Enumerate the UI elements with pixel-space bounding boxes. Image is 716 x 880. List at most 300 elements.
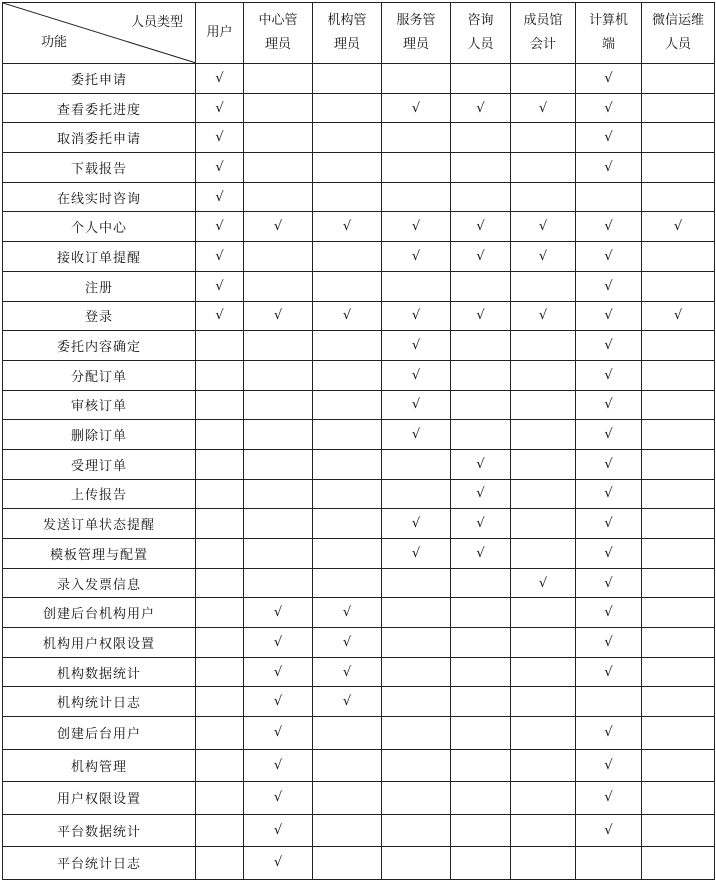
permission-cell-wechat-ops	[642, 814, 715, 847]
table-row	[3, 509, 715, 539]
header-row	[3, 3, 715, 64]
permission-cell-service-admin	[382, 301, 451, 331]
function-name-cell: 机构数据统计	[3, 657, 196, 687]
permission-cell-wechat-ops	[642, 360, 715, 390]
column-header-line: 用户	[206, 25, 233, 40]
check-mark-icon: √	[604, 822, 613, 838]
permission-cell-accountant	[511, 449, 576, 479]
permission-cell-accountant	[511, 782, 576, 815]
permission-cell-wechat-ops	[642, 717, 715, 750]
permission-cell-service-admin	[382, 360, 451, 390]
permission-cell-consultant	[451, 123, 511, 153]
table-row	[3, 568, 715, 598]
permission-cell-wechat-ops	[642, 390, 715, 420]
permission-cell-pc-client	[576, 568, 642, 598]
check-mark-icon: √	[273, 308, 283, 324]
permission-cell-accountant	[511, 814, 576, 847]
permission-cell-service-admin	[382, 539, 451, 569]
permission-cell-org-admin	[313, 449, 382, 479]
permission-cell-user	[196, 717, 244, 750]
permission-cell-service-admin	[382, 782, 451, 815]
permission-cell-pc-client	[576, 687, 642, 717]
permission-cell-service-admin	[382, 568, 451, 598]
check-mark-icon: √	[411, 219, 421, 235]
permission-cell-wechat-ops	[642, 420, 715, 450]
check-mark-icon: √	[476, 486, 485, 502]
permission-cell-pc-client	[576, 271, 642, 301]
check-mark-icon: √	[342, 664, 352, 680]
permission-cell-org-admin	[313, 847, 382, 880]
permission-cell-consultant	[451, 717, 511, 750]
permission-cell-consultant	[451, 242, 511, 272]
permission-cell-consultant	[451, 687, 511, 717]
check-mark-icon: √	[604, 159, 613, 175]
permission-cell-org-admin	[313, 420, 382, 450]
permission-cell-center-admin	[244, 182, 313, 212]
permission-cell-center-admin	[244, 271, 313, 301]
permission-cell-center-admin	[244, 598, 313, 628]
check-mark-icon: √	[215, 130, 224, 146]
check-mark-icon: √	[273, 634, 283, 650]
permission-cell-consultant	[451, 182, 511, 212]
permission-cell-user	[196, 360, 244, 390]
check-mark-icon: √	[476, 308, 485, 324]
check-mark-icon: √	[604, 338, 613, 354]
permission-cell-center-admin	[244, 628, 313, 658]
permission-cell-wechat-ops	[642, 123, 715, 153]
function-name-cell: 录入发票信息	[3, 568, 196, 598]
permission-cell-user	[196, 390, 244, 420]
permission-cell-center-admin	[244, 847, 313, 880]
permission-cell-service-admin	[382, 717, 451, 750]
column-header-line: 人员	[664, 37, 691, 52]
table-row	[3, 449, 715, 479]
column-header-line: 成员馆	[523, 13, 563, 28]
permission-cell-service-admin	[382, 598, 451, 628]
permission-cell-user	[196, 449, 244, 479]
permission-cell-consultant	[451, 64, 511, 94]
function-name-cell: 注册	[3, 271, 196, 301]
table-row	[3, 153, 715, 183]
check-mark-icon: √	[215, 70, 224, 86]
check-mark-icon: √	[273, 219, 283, 235]
permission-cell-center-admin	[244, 64, 313, 94]
permission-cell-org-admin	[313, 687, 382, 717]
permission-cell-consultant	[451, 331, 511, 361]
permission-cell-service-admin	[382, 814, 451, 847]
permission-cell-service-admin	[382, 123, 451, 153]
permission-cell-pc-client	[576, 123, 642, 153]
permission-cell-accountant	[511, 390, 576, 420]
permission-cell-wechat-ops	[642, 657, 715, 687]
permission-cell-consultant	[451, 782, 511, 815]
permission-cell-consultant	[451, 420, 511, 450]
permission-cell-org-admin	[313, 628, 382, 658]
permission-cell-pc-client	[576, 93, 642, 123]
permission-cell-accountant	[511, 123, 576, 153]
permission-cell-center-admin	[244, 242, 313, 272]
permission-cell-service-admin	[382, 420, 451, 450]
table-row	[3, 814, 715, 847]
permission-cell-user	[196, 271, 244, 301]
permission-cell-user	[196, 568, 244, 598]
check-mark-icon: √	[342, 219, 352, 235]
column-header-center-admin	[244, 3, 313, 64]
function-name-cell: 登录	[3, 301, 196, 331]
table-row	[3, 123, 715, 153]
corner-cell	[3, 3, 196, 64]
column-header-service-admin	[382, 3, 451, 64]
permission-table	[2, 2, 715, 880]
function-name-cell: 取消委托申请	[3, 123, 196, 153]
check-mark-icon: √	[273, 822, 283, 838]
check-mark-icon: √	[604, 70, 613, 86]
permission-cell-accountant	[511, 628, 576, 658]
permission-cell-pc-client	[576, 598, 642, 628]
check-mark-icon: √	[604, 248, 613, 264]
check-mark-icon: √	[273, 664, 283, 680]
permission-cell-center-admin	[244, 360, 313, 390]
permission-cell-org-admin	[313, 598, 382, 628]
permission-cell-pc-client	[576, 331, 642, 361]
permission-cell-consultant	[451, 568, 511, 598]
permission-cell-user	[196, 123, 244, 153]
check-mark-icon: √	[342, 694, 352, 710]
permission-cell-wechat-ops	[642, 568, 715, 598]
column-header-line: 机构管	[327, 13, 367, 28]
permission-cell-accountant	[511, 212, 576, 242]
column-header-line: 人员	[467, 37, 494, 52]
check-mark-icon: √	[215, 248, 224, 264]
check-mark-icon: √	[604, 219, 613, 235]
permission-cell-accountant	[511, 568, 576, 598]
table-row	[3, 64, 715, 94]
function-name-cell: 下载报告	[3, 153, 196, 183]
permission-cell-wechat-ops	[642, 687, 715, 717]
permission-cell-service-admin	[382, 509, 451, 539]
permission-cell-pc-client	[576, 153, 642, 183]
corner-label-role-type: 人员类型	[130, 15, 183, 30]
corner-label-function: 功能	[41, 35, 68, 50]
column-header-pc-client	[576, 3, 642, 64]
permission-cell-consultant	[451, 598, 511, 628]
table-row	[3, 539, 715, 569]
permission-cell-org-admin	[313, 479, 382, 509]
permission-cell-wechat-ops	[642, 782, 715, 815]
permission-cell-center-admin	[244, 123, 313, 153]
permission-cell-accountant	[511, 360, 576, 390]
permission-cell-consultant	[451, 390, 511, 420]
permission-cell-service-admin	[382, 628, 451, 658]
table-row	[3, 749, 715, 782]
permission-cell-center-admin	[244, 539, 313, 569]
check-mark-icon: √	[342, 308, 352, 324]
permission-cell-wechat-ops	[642, 479, 715, 509]
table-row	[3, 420, 715, 450]
permission-cell-accountant	[511, 598, 576, 628]
check-mark-icon: √	[604, 664, 613, 680]
permission-cell-user	[196, 687, 244, 717]
permission-cell-accountant	[511, 182, 576, 212]
permission-cell-accountant	[511, 242, 576, 272]
function-name-cell: 平台统计日志	[3, 847, 196, 880]
permission-cell-wechat-ops	[642, 449, 715, 479]
check-mark-icon: √	[604, 605, 613, 621]
check-mark-icon: √	[273, 757, 283, 773]
permission-cell-org-admin	[313, 657, 382, 687]
function-name-cell: 机构管理	[3, 749, 196, 782]
check-mark-icon: √	[411, 545, 421, 561]
check-mark-icon: √	[538, 575, 548, 591]
permission-cell-org-admin	[313, 271, 382, 301]
check-mark-icon: √	[604, 100, 613, 116]
permission-cell-accountant	[511, 301, 576, 331]
permission-cell-service-admin	[382, 271, 451, 301]
table-row	[3, 331, 715, 361]
check-mark-icon: √	[538, 219, 548, 235]
permission-cell-wechat-ops	[642, 539, 715, 569]
permission-cell-wechat-ops	[642, 749, 715, 782]
function-name-cell: 受理订单	[3, 449, 196, 479]
permission-cell-org-admin	[313, 331, 382, 361]
check-mark-icon: √	[411, 100, 421, 116]
permission-cell-pc-client	[576, 449, 642, 479]
permission-cell-consultant	[451, 153, 511, 183]
permission-cell-pc-client	[576, 390, 642, 420]
check-mark-icon: √	[604, 545, 613, 561]
table-row	[3, 182, 715, 212]
table-row	[3, 479, 715, 509]
permission-cell-consultant	[451, 847, 511, 880]
check-mark-icon: √	[604, 367, 613, 383]
permission-cell-accountant	[511, 687, 576, 717]
permission-cell-user	[196, 814, 244, 847]
check-mark-icon: √	[604, 278, 613, 294]
permission-cell-service-admin	[382, 242, 451, 272]
column-header-line: 咨询	[467, 13, 494, 28]
permission-cell-center-admin	[244, 420, 313, 450]
check-mark-icon: √	[604, 725, 613, 741]
check-mark-icon: √	[273, 790, 283, 806]
table-row	[3, 93, 715, 123]
check-mark-icon: √	[411, 338, 421, 354]
check-mark-icon: √	[673, 219, 683, 235]
table-row	[3, 847, 715, 880]
column-header-user	[196, 3, 244, 64]
check-mark-icon: √	[476, 516, 485, 532]
permission-cell-center-admin	[244, 814, 313, 847]
function-name-cell: 创建后台机构用户	[3, 598, 196, 628]
function-name-cell: 发送订单状态提醒	[3, 509, 196, 539]
table-row	[3, 271, 715, 301]
column-header-line: 服务管	[396, 13, 436, 28]
permission-cell-accountant	[511, 153, 576, 183]
check-mark-icon: √	[342, 605, 352, 621]
permission-cell-wechat-ops	[642, 182, 715, 212]
permission-cell-consultant	[451, 657, 511, 687]
permission-cell-center-admin	[244, 449, 313, 479]
table-row	[3, 628, 715, 658]
permission-cell-consultant	[451, 539, 511, 569]
permission-cell-service-admin	[382, 449, 451, 479]
check-mark-icon: √	[411, 427, 421, 443]
permission-cell-org-admin	[313, 64, 382, 94]
permission-cell-consultant	[451, 301, 511, 331]
permission-cell-consultant	[451, 628, 511, 658]
permission-cell-service-admin	[382, 847, 451, 880]
permission-cell-pc-client	[576, 479, 642, 509]
permission-cell-accountant	[511, 331, 576, 361]
check-mark-icon: √	[215, 308, 224, 324]
permission-cell-service-admin	[382, 64, 451, 94]
permission-cell-pc-client	[576, 182, 642, 212]
permission-cell-org-admin	[313, 509, 382, 539]
column-header-consultant	[451, 3, 511, 64]
permission-cell-center-admin	[244, 93, 313, 123]
permission-cell-user	[196, 749, 244, 782]
check-mark-icon: √	[604, 427, 613, 443]
function-name-cell: 机构用户权限设置	[3, 628, 196, 658]
table-row	[3, 360, 715, 390]
check-mark-icon: √	[273, 694, 283, 710]
permission-cell-consultant	[451, 449, 511, 479]
table-row	[3, 301, 715, 331]
permission-cell-accountant	[511, 509, 576, 539]
permission-cell-pc-client	[576, 360, 642, 390]
permission-cell-center-admin	[244, 509, 313, 539]
permission-cell-accountant	[511, 539, 576, 569]
permission-cell-center-admin	[244, 782, 313, 815]
permission-cell-center-admin	[244, 717, 313, 750]
check-mark-icon: √	[604, 516, 613, 532]
permission-cell-user	[196, 479, 244, 509]
permission-cell-org-admin	[313, 749, 382, 782]
column-header-line: 计算机	[588, 13, 628, 28]
table-row	[3, 687, 715, 717]
check-mark-icon: √	[342, 634, 352, 650]
table-row	[3, 657, 715, 687]
permission-cell-pc-client	[576, 847, 642, 880]
permission-cell-user	[196, 782, 244, 815]
check-mark-icon: √	[604, 308, 613, 324]
column-header-line: 中心管	[258, 13, 298, 28]
permission-cell-wechat-ops	[642, 628, 715, 658]
check-mark-icon: √	[604, 757, 613, 773]
permission-cell-service-admin	[382, 749, 451, 782]
column-header-line: 理员	[402, 37, 429, 52]
function-name-cell: 模板管理与配置	[3, 539, 196, 569]
permission-cell-wechat-ops	[642, 242, 715, 272]
permission-cell-consultant	[451, 749, 511, 782]
permission-cell-accountant	[511, 717, 576, 750]
table-row	[3, 390, 715, 420]
table-row	[3, 212, 715, 242]
permission-cell-pc-client	[576, 64, 642, 94]
column-header-line: 微信运维	[651, 13, 704, 28]
permission-cell-accountant	[511, 420, 576, 450]
permission-cell-service-admin	[382, 687, 451, 717]
permission-cell-service-admin	[382, 390, 451, 420]
check-mark-icon: √	[476, 100, 485, 116]
permission-cell-pc-client	[576, 242, 642, 272]
permission-cell-org-admin	[313, 390, 382, 420]
permission-cell-pc-client	[576, 628, 642, 658]
permission-cell-accountant	[511, 749, 576, 782]
check-mark-icon: √	[604, 456, 613, 472]
permission-cell-user	[196, 598, 244, 628]
permission-cell-org-admin	[313, 301, 382, 331]
permission-cell-center-admin	[244, 331, 313, 361]
check-mark-icon: √	[273, 855, 283, 871]
permission-cell-center-admin	[244, 749, 313, 782]
permission-cell-center-admin	[244, 687, 313, 717]
check-mark-icon: √	[604, 575, 613, 591]
function-name-cell: 分配订单	[3, 360, 196, 390]
permission-cell-org-admin	[313, 242, 382, 272]
permission-cell-service-admin	[382, 93, 451, 123]
function-name-cell: 接收订单提醒	[3, 242, 196, 272]
column-header-line: 端	[601, 37, 615, 52]
check-mark-icon: √	[411, 308, 421, 324]
permission-cell-wechat-ops	[642, 509, 715, 539]
permission-cell-org-admin	[313, 782, 382, 815]
permission-cell-center-admin	[244, 212, 313, 242]
permission-cell-accountant	[511, 64, 576, 94]
check-mark-icon: √	[538, 308, 548, 324]
permission-cell-center-admin	[244, 390, 313, 420]
permission-cell-org-admin	[313, 814, 382, 847]
check-mark-icon: √	[604, 130, 613, 146]
permission-cell-center-admin	[244, 657, 313, 687]
permission-cell-service-admin	[382, 479, 451, 509]
permission-cell-service-admin	[382, 331, 451, 361]
permission-cell-pc-client	[576, 420, 642, 450]
permission-cell-consultant	[451, 271, 511, 301]
permission-cell-user	[196, 847, 244, 880]
permission-cell-center-admin	[244, 153, 313, 183]
function-name-cell: 委托申请	[3, 64, 196, 94]
permission-cell-user	[196, 212, 244, 242]
table-row	[3, 242, 715, 272]
check-mark-icon: √	[476, 219, 485, 235]
column-header-line: 理员	[333, 37, 360, 52]
permission-cell-wechat-ops	[642, 301, 715, 331]
check-mark-icon: √	[215, 159, 224, 175]
permission-cell-pc-client	[576, 212, 642, 242]
permission-cell-accountant	[511, 847, 576, 880]
permission-cell-user	[196, 539, 244, 569]
permission-cell-consultant	[451, 360, 511, 390]
permission-cell-consultant	[451, 212, 511, 242]
permission-cell-org-admin	[313, 153, 382, 183]
permission-cell-org-admin	[313, 182, 382, 212]
permission-cell-service-admin	[382, 657, 451, 687]
permission-cell-consultant	[451, 509, 511, 539]
permission-cell-user	[196, 657, 244, 687]
permission-cell-service-admin	[382, 182, 451, 212]
permission-cell-wechat-ops	[642, 212, 715, 242]
permission-cell-service-admin	[382, 153, 451, 183]
check-mark-icon: √	[411, 248, 421, 264]
table-row	[3, 782, 715, 815]
function-name-cell: 平台数据统计	[3, 814, 196, 847]
permission-cell-user	[196, 182, 244, 212]
check-mark-icon: √	[476, 248, 485, 264]
function-name-cell: 审核订单	[3, 390, 196, 420]
check-mark-icon: √	[273, 605, 283, 621]
permission-cell-org-admin	[313, 123, 382, 153]
permission-cell-pc-client	[576, 749, 642, 782]
